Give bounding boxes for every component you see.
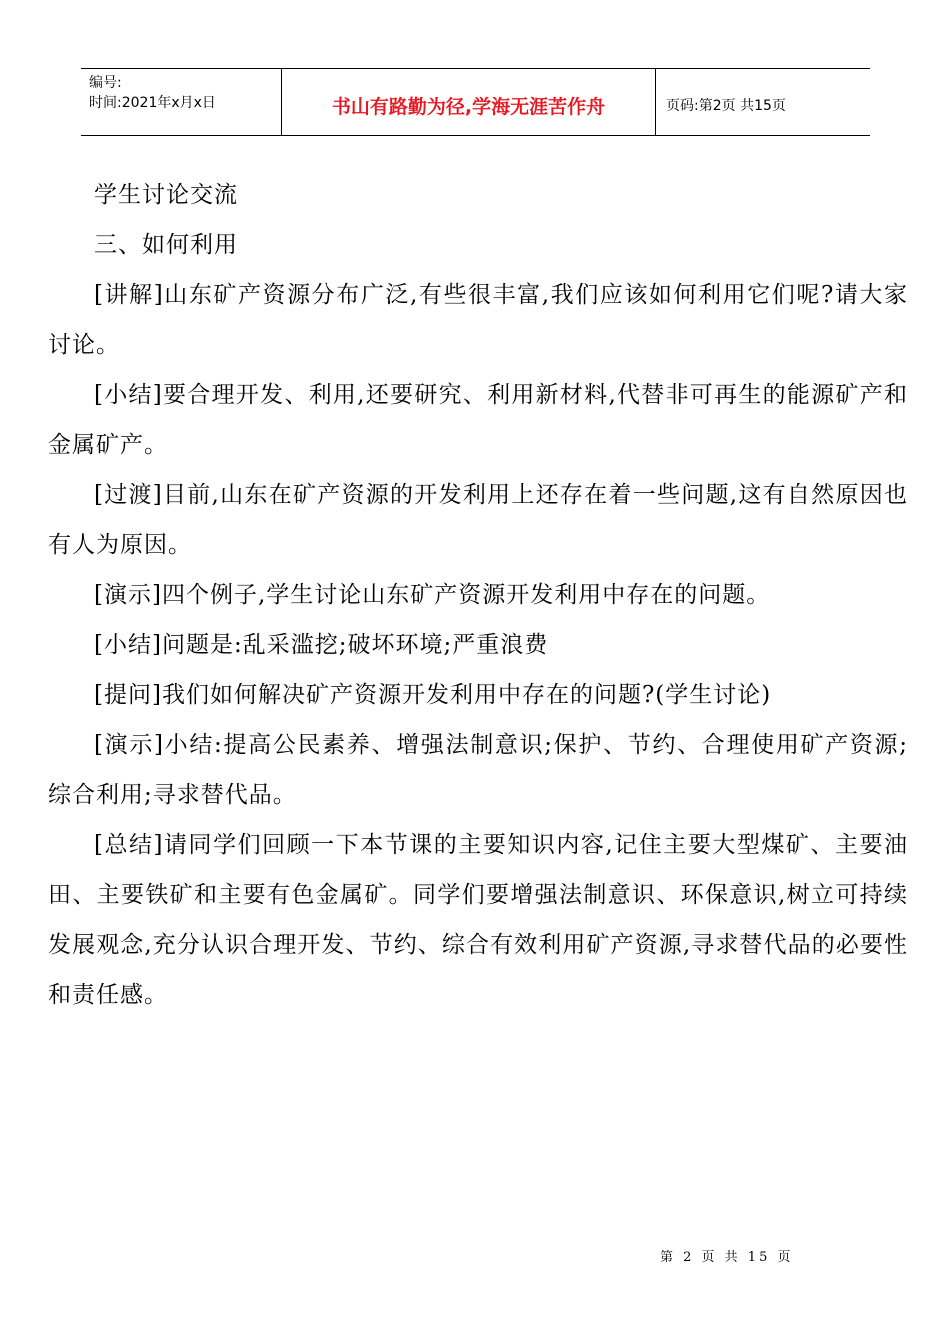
paragraph: [提问]我们如何解决矿产资源开发利用中存在的问题?(学生讨论) — [94, 682, 772, 708]
header-motto: 书山有路勤为径,学海无涯苦作舟 — [282, 69, 656, 135]
paragraph: [小结]问题是:乱采滥挖;破坏环境;严重浪费 — [94, 632, 549, 658]
paragraph: [过渡]目前,山东在矿产资源的开发利用上还存在着一些问题,这有自然原因也有人为原因。 — [48, 482, 908, 558]
header-meta — [81, 69, 282, 135]
paragraph: [演示]小结:提高公民素养、增强法制意识;保护、节约、合理使用矿产资源;综合利用;寻求替代品。 — [48, 732, 908, 808]
header-page-number: 页码:第2页 共15页 — [666, 98, 786, 114]
page-header — [81, 68, 870, 136]
paragraph: [讲解]山东矿产资源分布广泛,有些很丰富,我们应该如何利用它们呢?请大家讨论。 — [48, 282, 908, 358]
page-footer: 第 2 页 共 15 页 — [660, 1250, 794, 1265]
paragraph: [小结]要合理开发、利用,还要研究、利用新材料,代替非可再生的能源矿产和金属矿产。 — [48, 382, 908, 458]
section-heading: 三、如何利用 — [94, 232, 238, 258]
document-number-label: 编号: — [89, 75, 122, 91]
paragraph: [演示]四个例子,学生讨论山东矿产资源开发利用中存在的问题。 — [94, 582, 771, 608]
paragraph: [总结]请同学们回顾一下本节课的主要知识内容,记住主要大型煤矿、主要油田、主要铁矿和主要有色金属矿。同学们要增强法制意识、环保意识,树立可持续发展观念,充分认识合理开发、节约、综合有效利用矿产资源,寻求替代品的必要性和责任感。 — [48, 832, 908, 1008]
paragraph: 学生讨论交流 — [94, 182, 238, 208]
document-time-label: 时间:2021年x月x日 — [89, 95, 216, 111]
document-body — [48, 170, 908, 1020]
